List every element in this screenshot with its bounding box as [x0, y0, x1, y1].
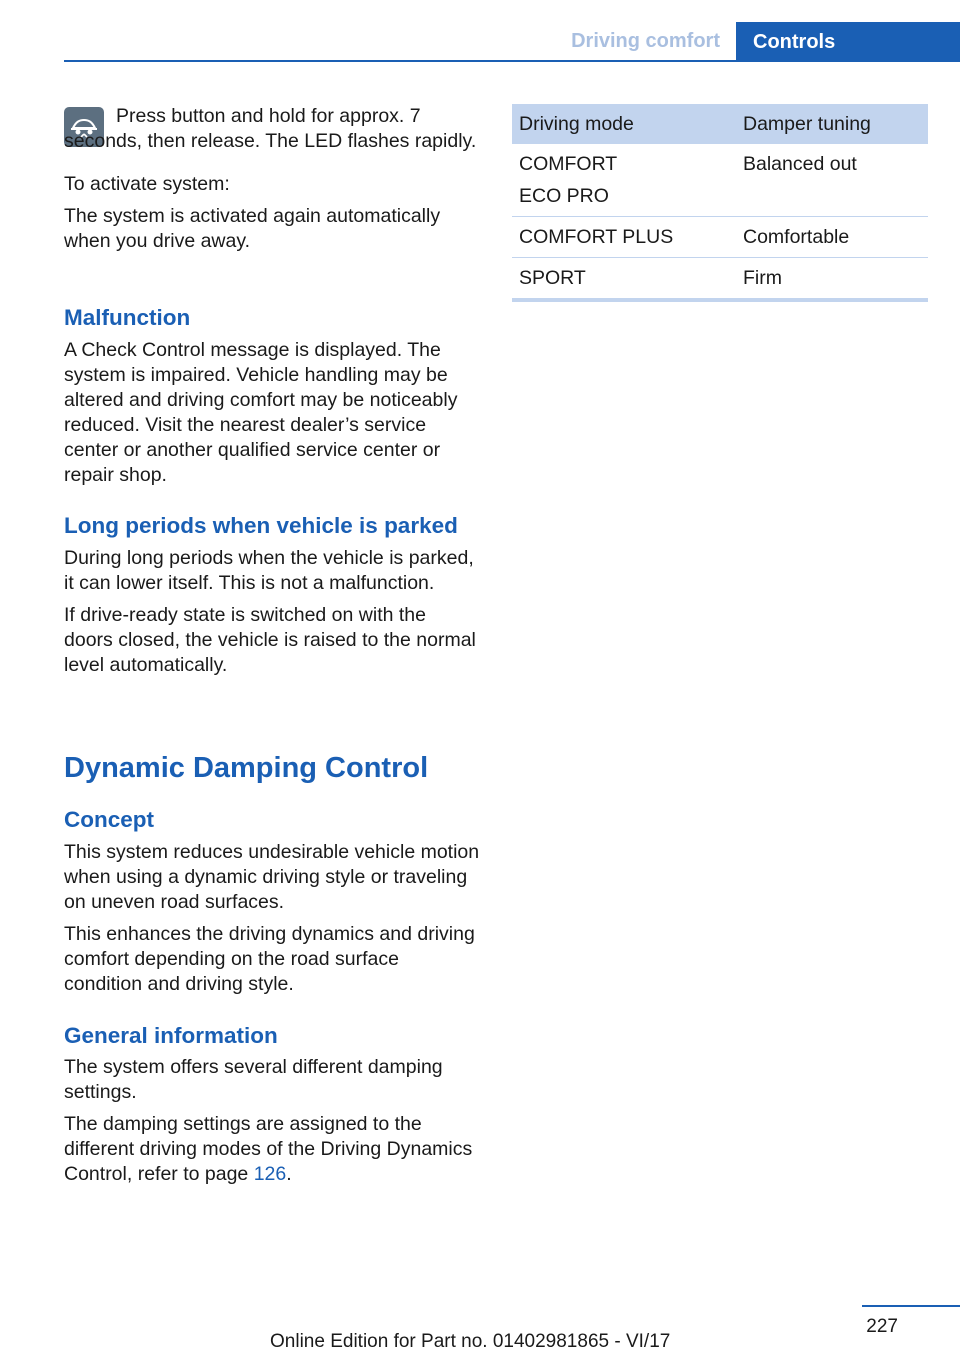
table-row [512, 258, 928, 301]
header-section-label: Driving comfort [571, 30, 720, 52]
concept-heading: Concept [64, 807, 154, 832]
table-row [512, 217, 928, 258]
malfunction-text: A Check Control message is displayed. The system is impaired. Vehicle handling may be altered and driving comfort may be noticeably reduced. Visit the nearest dealer’s service center or another qualified service center or repair shop. [64, 339, 458, 486]
table-header-damper-tuning: Damper tuning [736, 104, 928, 144]
table-cell-mode [512, 144, 736, 217]
page-number: 227 [866, 1316, 898, 1337]
mode-eco-pro: ECO PRO [519, 185, 609, 207]
table-header-driving-mode: Driving mode [512, 104, 736, 144]
parked-text-2: If drive-ready state is switched on with the doors closed, the vehicle is raised to the normal level automatically. [64, 604, 476, 676]
table-cell-mode: SPORT [512, 258, 736, 301]
table-cell-tuning: Balanced out [736, 144, 928, 217]
general-text-1: The system offers several different damping settings. [64, 1056, 443, 1103]
intro-paragraph: Press button and hold for approx. 7 seconds, then release. The LED flashes rapidly. [64, 105, 477, 152]
malfunction-heading: Malfunction [64, 305, 191, 330]
header-tab-label: Controls [753, 31, 836, 53]
activate-text: The system is activated again automatically when you drive away. [64, 205, 441, 252]
mode-comfort: COMFORT [519, 153, 618, 175]
page-reference-link[interactable]: 126 [253, 1163, 287, 1185]
edition-line: Online Edition for Part no. 01402981865 - VI/17 [270, 1331, 671, 1352]
footer-rule [862, 1305, 960, 1307]
section-title: Dynamic Damping Control [64, 752, 429, 784]
activate-label: To activate system: [64, 173, 230, 195]
parked-heading: Long periods when vehicle is parked [64, 513, 458, 538]
table-cell-tuning: Comfortable [736, 217, 928, 258]
header-tab [736, 22, 960, 62]
general-text-2-prefix: The damping settings are assigned to the different driving modes of the Driving Dynamics Control, refer to page [64, 1113, 473, 1185]
intro-block [64, 104, 480, 254]
header-rule [64, 60, 960, 62]
table-cell-mode: COMFORT PLUS [512, 217, 736, 258]
general-text-2 [64, 1112, 480, 1187]
concept-text-2: This enhances the driving dynamics and driving comfort depending on the road surface condition and driving style. [64, 923, 475, 995]
general-text-2-suffix: . [286, 1163, 292, 1185]
general-info-heading: General information [64, 1023, 278, 1048]
table-header-row [512, 104, 928, 144]
concept-text-1: This system reduces undesirable vehicle motion when using a dynamic driving style or traveling on uneven road surfaces. [64, 841, 480, 913]
table-cell-tuning: Firm [736, 258, 928, 301]
parked-text-1: During long periods when the vehicle is parked, it can lower itself. This is not a malfunction. [64, 547, 474, 594]
table-row [512, 144, 928, 217]
damping-table [512, 104, 928, 302]
